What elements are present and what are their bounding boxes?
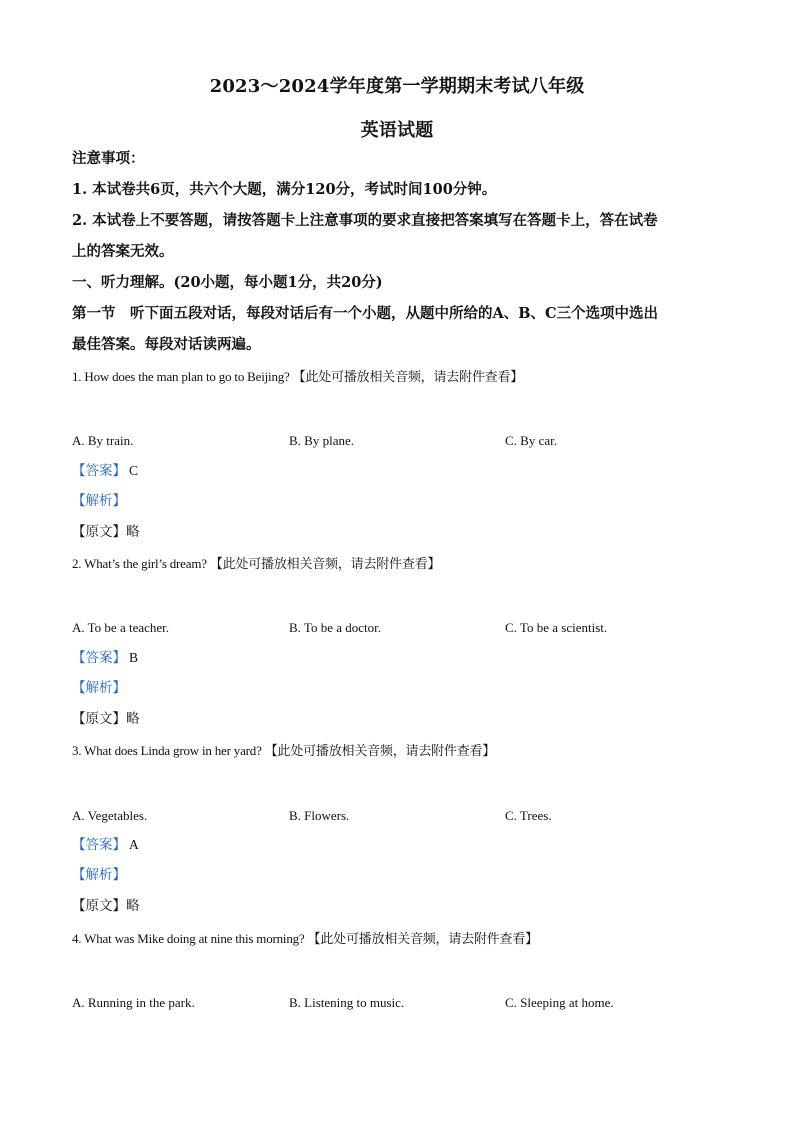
question-3-answer xyxy=(72,838,732,853)
section-title: 一、听力理解。(20小题，每小题1分，共20分) xyxy=(72,274,383,291)
note-item-2-cont: 上的答案无效。 xyxy=(72,243,174,260)
answer-value: A xyxy=(129,837,139,852)
question-4-option-a: A. Running in the park. xyxy=(72,995,195,1010)
question-3-option-c: C. Trees. xyxy=(505,808,552,823)
question-3-option-b: B. Flowers. xyxy=(289,808,350,823)
answer-label: 【答案】 xyxy=(72,650,126,666)
answer-label: 【答案】 xyxy=(72,837,126,853)
analysis-label: 【解析】 xyxy=(72,493,126,509)
answer-label: 【答案】 xyxy=(72,463,126,479)
original-value: 略 xyxy=(126,524,140,540)
original-label: 【原文】 xyxy=(72,898,126,914)
section-part-line-2: 最佳答案。每段对话读两遍。 xyxy=(72,336,261,353)
original-value: 略 xyxy=(126,711,140,727)
question-2-original xyxy=(72,713,732,727)
question-4-text: 4. What was Mike doing at nine this morning? 【此处可播放相关音频，请去附件查看】 xyxy=(72,931,538,946)
note-item-2: 2. 本试卷上不要答题，请按答题卡上注意事项的要求直接把答案填写在答题卡上，答在试卷 xyxy=(72,212,658,229)
question-2-option-b: B. To be a doctor. xyxy=(289,620,382,635)
question-2-option-a: A. To be a teacher. xyxy=(72,620,170,635)
page-subtitle: 英语试题 xyxy=(360,120,434,141)
question-1-analysis xyxy=(72,495,732,509)
original-label: 【原文】 xyxy=(72,711,126,727)
question-1-option-b: B. By plane. xyxy=(289,433,354,448)
question-1-option-c: C. By car. xyxy=(505,433,557,448)
question-1-original xyxy=(72,526,732,540)
answer-value: C xyxy=(129,463,139,478)
question-2-analysis xyxy=(72,682,732,696)
question-3-original xyxy=(72,900,732,914)
question-4-option-b: B. Listening to music. xyxy=(289,995,405,1010)
analysis-label: 【解析】 xyxy=(72,867,126,883)
question-2-answer xyxy=(72,651,732,666)
question-2-option-c: C. To be a scientist. xyxy=(505,620,608,635)
section-part-line-1: 第一节 听下面五段对话，每段对话后有一个小题，从题中所给的A、B、C三个选项中选出 xyxy=(72,305,659,322)
original-label: 【原文】 xyxy=(72,524,126,540)
question-2-text: 2. What’s the girl’s dream? 【此处可播放相关音频，请去附件查看】 xyxy=(72,556,441,571)
page-title: 2023～2024学年度第一学期期末考试八年级 xyxy=(209,76,585,97)
question-1-answer xyxy=(72,464,732,479)
question-3-option-a: A. Vegetables. xyxy=(72,808,148,823)
answer-value: B xyxy=(129,650,139,665)
original-value: 略 xyxy=(126,898,140,914)
question-1-option-a: A. By train. xyxy=(72,433,134,448)
note-item-1: 1. 本试卷共6页，共六个大题，满分120分，考试时间100分钟。 xyxy=(72,181,497,198)
question-3-analysis xyxy=(72,869,732,883)
question-4-option-c: C. Sleeping at home. xyxy=(505,995,614,1010)
analysis-label: 【解析】 xyxy=(72,680,126,696)
notes-heading: 注意事项： xyxy=(72,150,145,167)
question-3-text: 3. What does Linda grow in her yard? 【此处可播放相关音频，请去附件查看】 xyxy=(72,743,496,758)
question-1-text: 1. How does the man plan to go to Beijing? 【此处可播放相关音频，请去附件查看】 xyxy=(72,369,524,384)
